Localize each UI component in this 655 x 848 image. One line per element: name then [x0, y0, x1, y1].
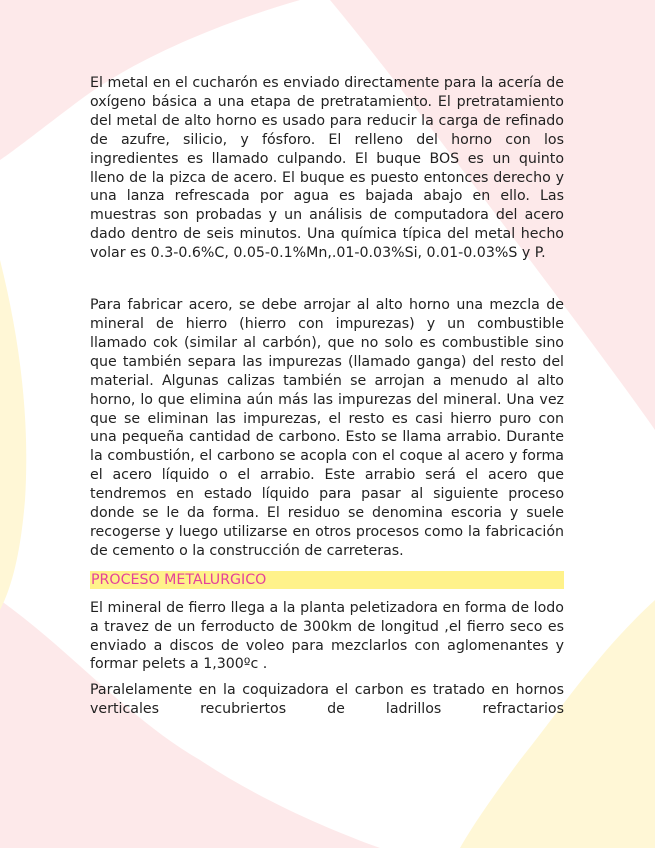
document-body — [90, 74, 564, 719]
paragraph-gap — [90, 263, 564, 296]
section-heading-metalurgico: PROCESO METALURGICO — [90, 571, 564, 589]
paragraph-pellet-plant: El mineral de fierro llega a la planta peletizadora en forma de lodo a travez de un ferroducto de 300km de longitud ,el fierro seco es enviado a discos de voleo para mezclarlos con aglomenantes y formar pelets a 1,300ºc . — [90, 599, 564, 673]
paragraph-bof-pretreatment: El metal en el cucharón es enviado directamente para la acería de oxígeno básica a una etapa de pretratamiento. El pretratamiento del metal de alto horno es usado para reducir la carga de refinado de azufre, silicio, y fósforo. El relleno del horno con los ingredientes es llamado culpando. El buque BOS es un quinto lleno de la pizca de acero. El buque es puesto entonces derecho y una lanza refrescada por agua es bajada abajo en ello. Las muestras son probadas y un análisis de computadora del acero dado dentro de seis minutos. Una química típica del metal hecho volar es 0.3-0.6%C, 0.05-0.1%Mn,.01-0.03%Si, 0.01-0.03%S y P. — [90, 75, 564, 262]
paragraph-coke-plant: Paralelamente en la coquizadora el carbon es tratado en hornos verticales recubriertos de ladrillos refractarios — [90, 682, 564, 718]
paragraph-steel-fabrication: Para fabricar acero, se debe arrojar al alto horno una mezcla de mineral de hierro (hierro con impurezas) y un combustible llamado cok (similar al carbón), que no solo es combustible sino que también separa las impurezas (llamado ganga) del resto del material. Algunas calizas también se arrojan a menudo al alto horno, lo que elimina aún más las impurezas del mineral. Una vez que se eliminan las impurezas, el resto es casi hierro puro con una pequeña cantidad de carbono. Esto se llama arrabio. Durante la combustión, el carbono se acopla con el coque al acero y forma el acero líquido o el arrabio. Este arrabio será el acero que tendremos en estado líquido para pasar al siguiente proceso donde se le da forma. El residuo se denomina escoria y suele recogerse y luego utilizarse en otros procesos como la fabricación de cemento o la construcción de carreteras. — [90, 297, 564, 559]
background-blob-left — [0, 260, 26, 610]
